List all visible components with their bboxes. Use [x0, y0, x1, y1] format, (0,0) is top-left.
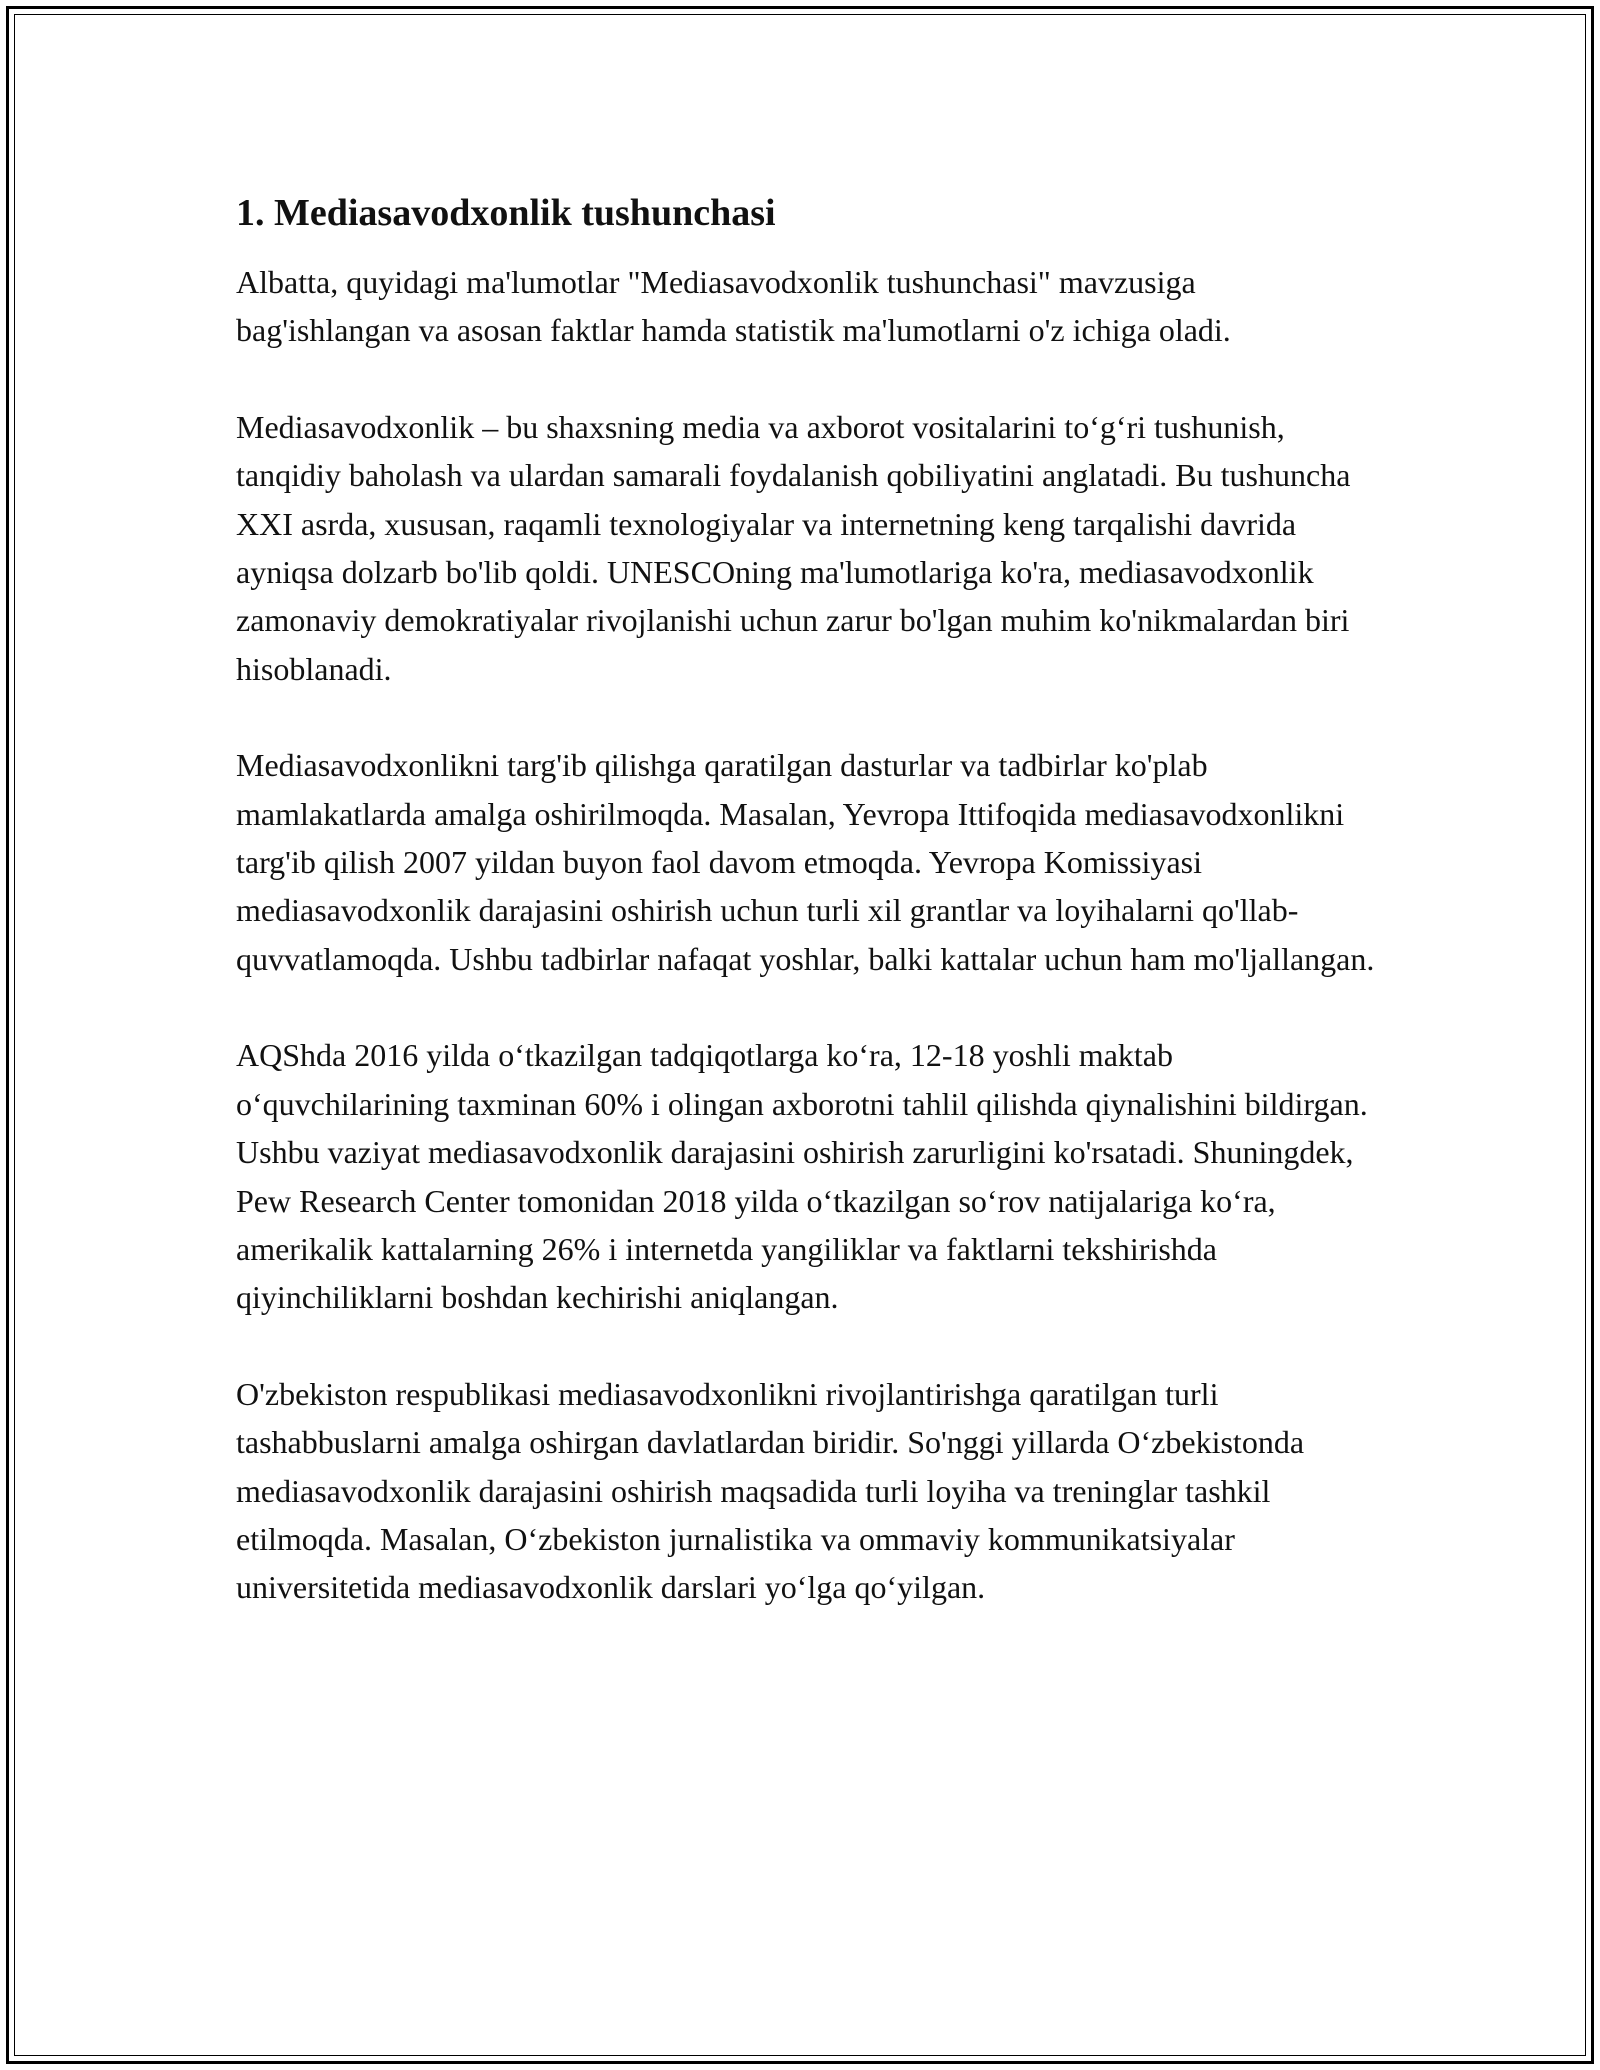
paragraph-uzbekistan: O'zbekiston respublikasi mediasavodxonlikni rivojlantirishga qaratilgan turli tashabbuslarni amalga oshirgan davlatlardan biridir. So'nggi yillarda O‘zbekistonda mediasavodxonlik darajasini oshirish maqsadida turli loyiha va treninglar tashkil etilmoqda. Masalan, O‘zbekiston jurnalistika va ommaviy kommunikatsiyalar universitetida mediasavodxonlik darslari yo‘lga qo‘yilgan. — [236, 1375, 1305, 1606]
document-body — [236, 188, 1376, 1660]
paragraph-usa: AQShda 2016 yilda o‘tkazilgan tadqiqotlarga ko‘ra, 12-18 yoshli maktab o‘quvchilarining taxminan 60% i olingan axborotni tahlil qilishda qiynalishini bildirgan. Ushbu vaziyat mediasavodxonlik darajasini oshirish zarurligini ko'rsatadi. Shuningdek, Pew Research Center tomonidan 2018 yilda o‘tkazilgan so‘rov natijalariga ko‘ra, amerikalik kattalarning 26% i internetda yangiliklar va faktlarni tekshirishda qiyinchiliklarni boshdan kechirishi aniqlangan. — [236, 1037, 1368, 1316]
paragraph-europe: Mediasavodxonlikni targ'ib qilishga qaratilgan dasturlar va tadbirlar ko'plab mamlakatlarda amalga oshirilmoqda. Masalan, Yevropa Ittifoqida mediasavodxonlikni targ'ib qilish 2007 yildan buyon faol davom etmoqda. Yevropa Komissiyasi mediasavodxonlik darajasini oshirish uchun turli xil grantlar va loyihalarni qo'llab-quvvatlamoqda. Ushbu tadbirlar nafaqat yoshlar, balki kattalar uchun ham mo'ljallangan. — [236, 747, 1375, 977]
section-title: 1. Mediasavodxonlik tushunchasi — [236, 192, 776, 234]
paragraph-intro: Albatta, quyidagi ma'lumotlar "Mediasavodxonlik tushunchasi" mavzusiga bag'ishlangan va asosan faktlar hamda statistik ma'lumotlarni o'z ichiga oladi. — [236, 264, 1231, 349]
paragraph-definition: Mediasavodxonlik – bu shaxsning media va axborot vositalarini to‘g‘ri tushunish, tanqidiy baholash va ulardan samarali foydalanish qobiliyatini anglatadi. Bu tushuncha XXI asrda, xususan, raqamli texnologiyalar va internetning keng tarqalishi davrida ayniqsa dolzarb bo'lib qoldi. UNESCOning ma'lumotlariga ko'ra, mediasavodxonlik zamonaviy demokratiyalar rivojlanishi uchun zarur bo'lgan muhim ko'nikmalardan biri hisoblanadi. — [236, 408, 1351, 687]
